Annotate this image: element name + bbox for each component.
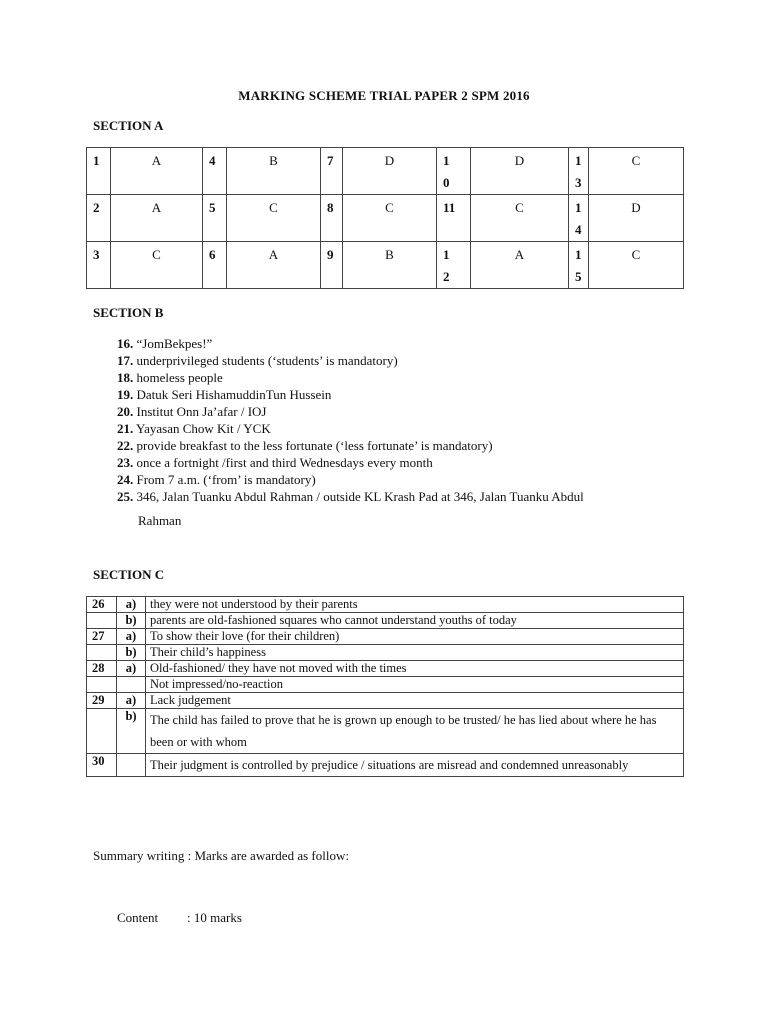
section-b-heading: SECTION B	[93, 305, 164, 320]
list-item	[117, 454, 584, 471]
list-item	[117, 369, 584, 386]
question-number: 9	[327, 247, 334, 262]
table-row	[87, 709, 684, 754]
question-number: 27	[87, 629, 117, 645]
item-answer: 346, Jalan Tuanku Abdul Rahman / outside KL Krash Pad at 346, Jalan Tuanku Abdul	[136, 489, 584, 504]
part-label	[117, 677, 146, 693]
question-number: 1	[443, 153, 450, 168]
answer-letter: C	[631, 153, 641, 168]
question-number: 8	[327, 200, 334, 215]
question-number: 11	[443, 200, 456, 215]
answer-letter: A	[151, 200, 162, 215]
question-number: 7	[327, 153, 334, 168]
question-number: 3	[93, 247, 100, 262]
answer-cell	[343, 148, 437, 195]
question-number-cell	[437, 242, 471, 289]
question-number: 5	[575, 269, 582, 284]
table-row	[87, 629, 684, 645]
section-b-answer-list	[117, 335, 584, 529]
part-label: a)	[117, 597, 146, 613]
question-number: 1	[575, 247, 582, 262]
answer-letter: D	[514, 153, 525, 168]
item-answer: From 7 a.m. (‘from’ is mandatory)	[136, 472, 316, 487]
item-answer: “JomBekpes!”	[136, 336, 213, 351]
answer-cell	[111, 195, 203, 242]
summary-writing-line: Summary writing : Marks are awarded as follow:	[93, 848, 349, 863]
table-row	[87, 754, 684, 777]
part-label	[117, 754, 146, 777]
question-number-cell	[203, 195, 227, 242]
question-number	[87, 709, 117, 754]
table-row	[87, 693, 684, 709]
question-number: 1	[575, 153, 582, 168]
question-number: 1	[93, 153, 100, 168]
section-a-answer-grid	[86, 147, 684, 289]
answer-letter: A	[268, 247, 279, 262]
item-number: 20.	[117, 404, 134, 419]
item-answer: underprivileged students (‘students’ is mandatory)	[136, 353, 398, 368]
item-answer: provide breakfast to the less fortunate (‘less fortunate’ is mandatory)	[136, 438, 493, 453]
list-item	[117, 335, 584, 352]
question-number: 5	[209, 200, 216, 215]
answer-letter: D	[384, 153, 395, 168]
list-item	[117, 420, 584, 437]
answer-cell	[589, 242, 684, 289]
part-label: b)	[117, 645, 146, 661]
item-answer: Institut Onn Ja’afar / IOJ	[136, 404, 267, 419]
item-answer: homeless people	[136, 370, 223, 385]
answer-text: The child has failed to prove that he is grown up enough to be trusted/ he has lied about where he has been or with whom	[146, 709, 684, 754]
answer-text: Not impressed/no-reaction	[146, 677, 684, 693]
question-number: 2	[443, 269, 450, 284]
answer-cell	[227, 242, 321, 289]
item-number: 24.	[117, 472, 134, 487]
answer-cell	[111, 148, 203, 195]
part-label: a)	[117, 661, 146, 677]
question-number-cell	[569, 242, 589, 289]
table-row	[87, 597, 684, 613]
question-number-cell	[321, 195, 343, 242]
answer-cell	[471, 195, 569, 242]
question-number-cell	[437, 148, 471, 195]
question-number: 1	[575, 200, 582, 215]
answer-letter: D	[631, 200, 641, 215]
answer-letter: C	[152, 247, 161, 262]
question-number-cell	[87, 242, 111, 289]
answer-text: Old-fashioned/ they have not moved with the times	[146, 661, 684, 677]
table-row	[87, 677, 684, 693]
item-number: 18.	[117, 370, 134, 385]
question-number: 4	[575, 222, 582, 237]
item-25-continuation: Rahman	[138, 513, 182, 528]
answer-cell	[471, 148, 569, 195]
table-row	[87, 613, 684, 629]
answer-letter: A	[151, 153, 162, 168]
question-number	[87, 677, 117, 693]
grid-row	[87, 242, 684, 289]
question-number-cell	[437, 195, 471, 242]
table-row	[87, 645, 684, 661]
answer-cell	[589, 195, 684, 242]
answer-cell	[343, 195, 437, 242]
question-number: 26	[87, 597, 117, 613]
item-number: 21.	[117, 421, 134, 436]
answer-letter: C	[631, 247, 641, 262]
item-number: 19.	[117, 387, 134, 402]
list-item	[117, 352, 584, 369]
question-number: 2	[93, 200, 100, 215]
list-item	[117, 386, 584, 403]
item-answer: Yayasan Chow Kit / YCK	[136, 421, 271, 436]
answer-text: Their child’s happiness	[146, 645, 684, 661]
answer-cell	[471, 242, 569, 289]
item-number: 17.	[117, 353, 134, 368]
question-number-cell	[87, 195, 111, 242]
question-number-cell	[569, 148, 589, 195]
question-number	[87, 613, 117, 629]
question-number: 3	[575, 175, 582, 190]
part-label: b)	[117, 709, 146, 754]
answer-letter: C	[385, 200, 394, 215]
table-row	[87, 661, 684, 677]
answer-letter: C	[269, 200, 278, 215]
question-number-cell	[87, 148, 111, 195]
section-a-heading: SECTION A	[93, 118, 164, 133]
list-item	[117, 471, 584, 488]
answer-letter: A	[514, 247, 525, 262]
answer-text: Their judgment is controlled by prejudice / situations are misread and condemned unreasonably	[146, 754, 684, 777]
answer-cell	[227, 148, 321, 195]
question-number-cell	[203, 242, 227, 289]
part-label: b)	[117, 613, 146, 629]
item-answer: Datuk Seri HishamuddinTun Hussein	[136, 387, 332, 402]
list-item	[117, 437, 584, 454]
question-number: 1	[443, 247, 450, 262]
answer-letter: B	[269, 153, 278, 168]
question-number	[87, 645, 117, 661]
question-number-cell	[203, 148, 227, 195]
answer-cell	[111, 242, 203, 289]
grid-row	[87, 195, 684, 242]
answer-text: parents are old-fashioned squares who cannot understand youths of today	[146, 613, 684, 629]
question-number-cell	[321, 148, 343, 195]
question-number: 6	[209, 247, 216, 262]
answer-cell	[227, 195, 321, 242]
list-item	[117, 403, 584, 420]
answer-letter: B	[385, 247, 394, 262]
content-marks: : 10 marks	[187, 910, 242, 925]
question-number: 30	[87, 754, 117, 777]
item-number: 16.	[117, 336, 134, 351]
item-answer: once a fortnight /first and third Wednesdays every month	[136, 455, 433, 470]
question-number: 29	[87, 693, 117, 709]
answer-text: Lack judgement	[146, 693, 684, 709]
question-number: 4	[209, 153, 216, 168]
answer-text: they were not understood by their parents	[146, 597, 684, 613]
question-number: 0	[443, 175, 450, 190]
question-number-cell	[569, 195, 589, 242]
part-label: a)	[117, 693, 146, 709]
part-label: a)	[117, 629, 146, 645]
page-title: MARKING SCHEME TRIAL PAPER 2 SPM 2016	[238, 88, 530, 103]
answer-text: To show their love (for their children)	[146, 629, 684, 645]
answer-cell	[343, 242, 437, 289]
list-item	[117, 488, 584, 505]
section-c-heading: SECTION C	[93, 567, 165, 582]
question-number-cell	[321, 242, 343, 289]
item-number: 22.	[117, 438, 134, 453]
grid-row	[87, 148, 684, 195]
item-number: 23.	[117, 455, 134, 470]
section-c-answer-table	[86, 596, 684, 777]
question-number: 28	[87, 661, 117, 677]
answer-cell	[589, 148, 684, 195]
content-label: Content	[117, 910, 159, 925]
answer-letter: C	[515, 200, 524, 215]
item-number: 25.	[117, 489, 134, 504]
